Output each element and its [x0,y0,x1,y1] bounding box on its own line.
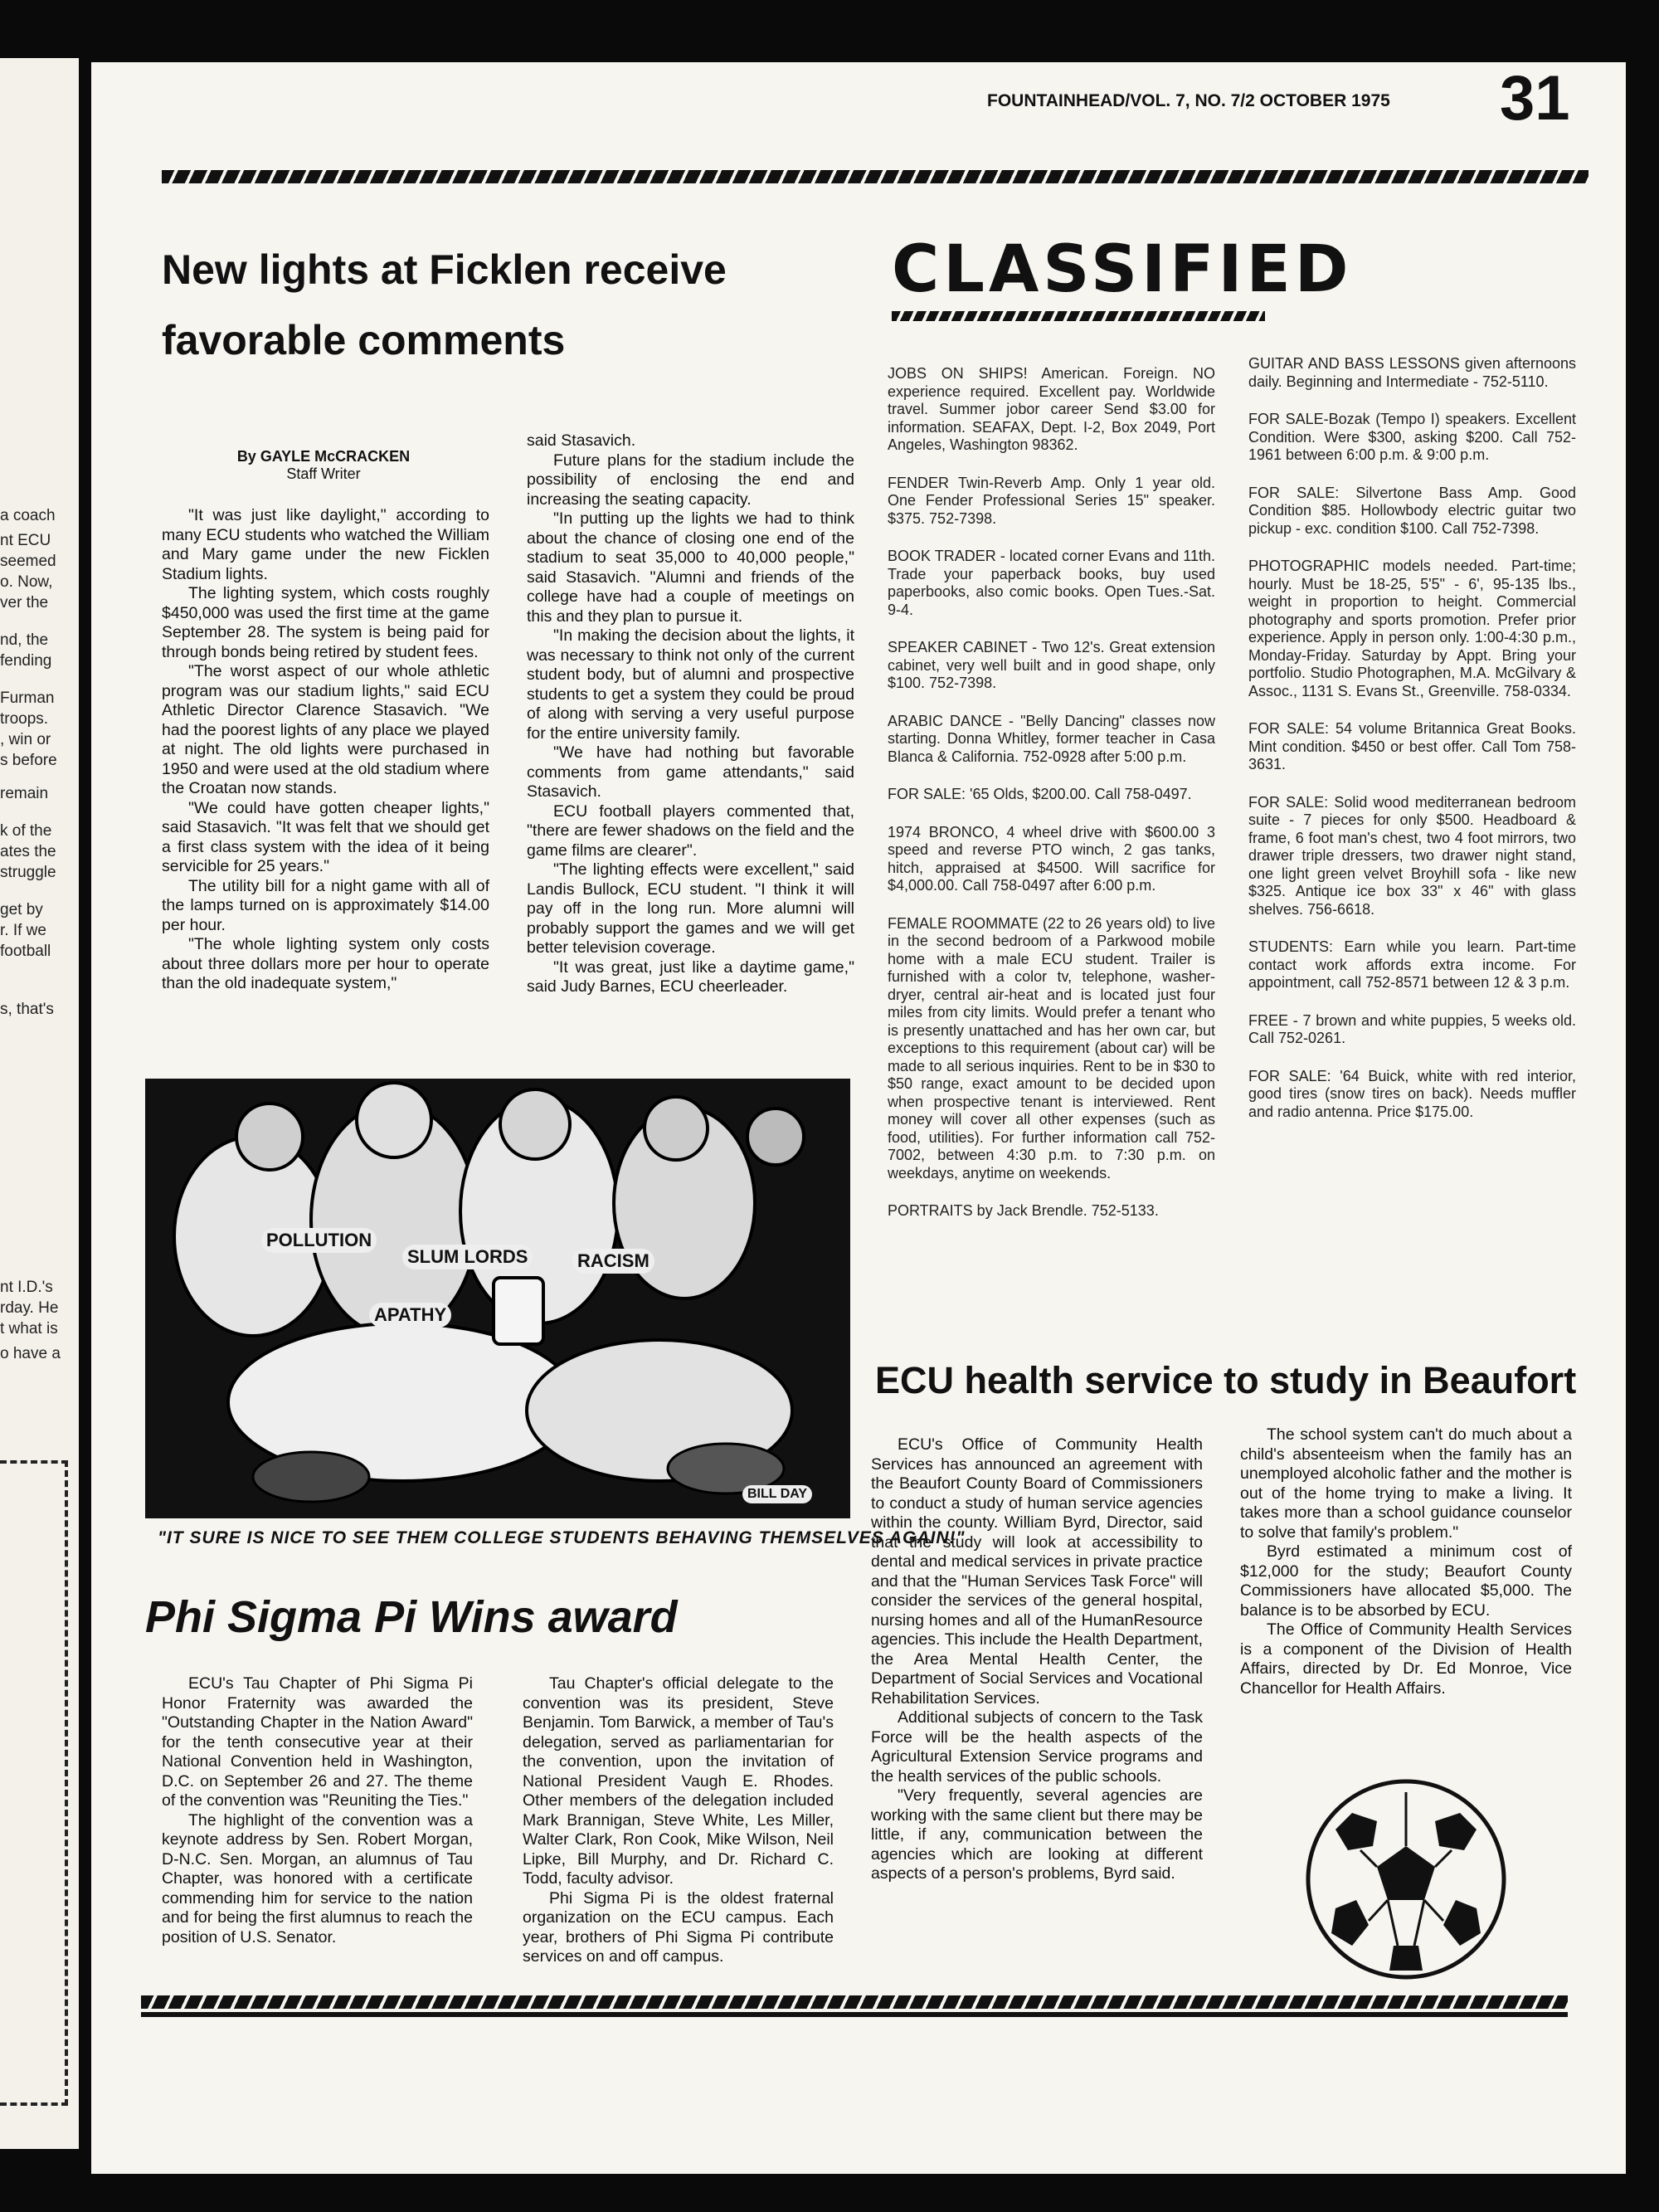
lights-col2-lead: said Stasavich. [527,431,636,450]
byline [182,448,465,483]
classified-ad: FEMALE ROOMMATE (22 to 26 years old) to live in the second bedroom of a Parkwood mobile home with a male ECU student. Trailer is furnished with a color tv, telephone, washer-dryer, central air-heat and is located just four miles from city limits. Would prefer a tenant who is presently unattached and has her own car, but exceptions to this requirement (about car) will be made to all serious inquiries. Rent to be in $30 to $50 range, exact amount to be decided upon when prospective tenant is interviewed. Rent money will cover all other expenses (such as food, utilities). For further information call 752-7002, between 4:30 p.m. to 7:30 p.m. on weekdays, anytime on weekends. [888,914,1215,1182]
phi-paragraph: Tau Chapter's official delegate to the convention was its president, Steve Benjamin. Tom Barwick, a member of Tau's delegation, served as parliamentarian for the convention, upon the invitation of National President Vaugh E. Rhodes. Other members of the delegation included Mark Brannigan, Steve White, Les Miller, Walter Clark, Ron Cook, Mike Wilson, Neil Lipke, Bill Murphy, and Dr. Richard C. Todd, faculty advisor. [523,1674,834,1888]
soccer-ball-illustration [1302,1776,1510,1983]
health-paragraph: The Office of Community Health Services is a component of the Division of Health Affairs, directed by Dr. Ed Monroe, Vice Chancellor for Health Affairs. [1240,1620,1572,1698]
prev-page-fragment: o have a [0,1345,61,1362]
classified-column-2 [1248,355,1576,1141]
lights-paragraph: "It was just like daylight," according to many ECU students who watched the William and Mary game under the new Ficklen Stadium lights. [162,506,489,583]
cartoon-caption: "IT SURE IS NICE TO SEE THEM COLLEGE STUDENTS BEHAVING THEMSELVES AGAIN!" [158,1528,966,1547]
lights-paragraph: Future plans for the stadium include the possibility of enclosing the end and increasing the seating capacity. [527,451,854,509]
classified-column-1 [888,365,1215,1240]
phi-paragraph: The highlight of the convention was a keynote address by Sen. Robert Morgan, D-N.C. Sen. Morgan, an alumnus of Tau Chapter, was honored with a certificate commending him for service to the nation and for being the first alumnus to reach the position of U.S. Senator. [162,1810,473,1946]
prev-page-fragment: t what is [0,1320,58,1337]
phi-column-2 [523,1674,834,1967]
cartoon-label-racism: RACISM [572,1249,654,1274]
classified-ad: GUITAR AND BASS LESSONS given afternoons daily. Beginning and Intermediate - 752-5110. [1248,355,1576,390]
prev-page-fragment: troops. [0,710,49,728]
prev-page-fragment: k of the [0,822,52,840]
lights-headline-1: New lights at Ficklen receive [162,246,727,293]
cartoon-label-pollution: POLLUTION [261,1228,377,1253]
classified-ad: PHOTOGRAPHIC models needed. Part-time; hourly. Must be 18-25, 5'5" - 6', 95-135 lbs., weight in proportion to height. Commercial photography and sports promotion. Prefer prior experience. Apply in person only. 1:00-4:30 p.m., Monday-Friday. Saturday by Appt. Bring your portfolio. Studio Photographen, M.A. McGilvary & Assoc., 1131 S. Evans St., Greenville. 758-0334. [1248,558,1576,699]
health-paragraph: The school system can't do much about a child's absenteeism when the family has an unemployed alcoholic father and the mother is out of the home trying to make a living. It takes more than a school guidance counselor to solve that family's problem." [1240,1425,1572,1542]
classified-ad: FOR SALE: Solid wood mediterranean bedroom suite - 7 pieces for only $500. Headboard & frame, 6 foot man's chest, two 4 foot mirrors, two drawer triple dressers, two drawer night stand, one light green velvet Broyhill sofa - like new $325. Antique ice box 33" x 46" with glass shelves. 756-6618. [1248,793,1576,918]
prev-page-fragment: remain [0,785,49,802]
prev-page-fragment: , win or [0,731,51,748]
prev-page-fragment: ates the [0,843,56,860]
classified-ad: FREE - 7 brown and white puppies, 5 weeks old. Call 752-0261. [1248,1011,1576,1046]
cartoon-drawing [145,1079,850,1518]
prev-page-fragment: s, that's [0,1001,54,1018]
health-paragraph: Byrd estimated a minimum cost of $12,000 for the study; Beaufort County Commissioners have allocated $5,000. The balance is to be absorbed by ECU. [1240,1542,1572,1620]
classified-ad: FENDER Twin-Reverb Amp. Only 1 year old. One Fender Professional Series 15" speaker. $375. 752-7398. [888,474,1215,527]
phi-paragraph: ECU's Tau Chapter of Phi Sigma Pi Honor Fraternity was awarded the "Outstanding Chapter in the Nation Award" for the tenth consecutive year at their National Convention held in Washington, D.C. on September 26 and 27. The theme of the convention was "Reuniting the Ties." [162,1674,473,1810]
lights-paragraph: "The whole lighting system only costs about three dollars more per hour to operate than the old inadequate system," [162,935,489,992]
lights-paragraph: "We have had nothing but favorable comments from game attendants," said Stasavich. [527,743,854,801]
classified-ad: FOR SALE: 54 volume Britannica Great Books. Mint condition. $450 or best offer. Call Tom 758-3631. [1248,720,1576,772]
prev-page-fragment: Furman [0,689,55,707]
prev-page-fragment: rday. He [0,1299,59,1317]
lights-paragraph: The utility bill for a night game with all of the lamps turned on is approximately $14.00 per hour. [162,876,489,934]
classified-ad: FOR SALE-Bozak (Tempo I) speakers. Excellent Condition. Were $300, asking $200. Call 752-1961 between 6:00 p.m. & 9:00 p.m. [1248,411,1576,463]
classified-ad: FOR SALE: '65 Olds, $200.00. Call 758-0497. [888,786,1192,802]
lights-column-1 [162,506,489,994]
classified-ad: FOR SALE: Silvertone Bass Amp. Good Condition $85. Hollowbody electric guitar two pickup - exc. condition $100. Call 752-7398. [1248,484,1576,537]
prev-page-fragment: nt I.D.'s [0,1279,53,1296]
classified-ad: ARABIC DANCE - "Belly Dancing" classes now starting. Donna Whitley, former teacher in Casa Blanca & California. 752-0928 after 5:00 p.m. [888,712,1215,765]
prev-page-fragment: r. If we [0,922,46,939]
page-number: 31 [1500,63,1570,134]
health-column-1 [871,1435,1203,1884]
prev-page-fragment: football [0,943,51,960]
health-headline: ECU health service to study in Beaufort [875,1359,1577,1401]
lights-column-2 [527,431,854,997]
classified-ad: FOR SALE: '64 Buick, white with red interior, good tires (snow tires on back). Needs muffler and radio antenna. Price $175.00. [1248,1067,1576,1120]
prev-page-fragment: o. Now, [0,573,53,591]
lights-paragraph: ECU football players commented that, "there are fewer shadows on the field and the game films are clearer". [527,801,854,860]
byline-name: By GAYLE McCRACKEN [236,448,411,465]
top-rule [162,170,1588,183]
masthead: FOUNTAINHEAD/VOL. 7, NO. 7/2 OCTOBER 1975 [987,91,1390,110]
prev-page-fragment: get by [0,901,43,918]
classified-ad: STUDENTS: Earn while you learn. Part-time contact work affords extra income. For appointment, call 752-8571 between 12 & 3 p.m. [1248,938,1576,991]
classified-ad: SPEAKER CABINET - Two 12's. Great extension cabinet, very well built and in good shape, only $100. 752-7398. [888,639,1215,691]
prev-page-fragment: seemed [0,553,56,570]
prev-page-fragment: s before [0,752,57,769]
prev-page-fragment: ver the [0,594,49,611]
lights-paragraph: "It was great, just like a daytime game," said Judy Barnes, ECU cheerleader. [527,957,854,996]
phi-paragraph: Phi Sigma Pi is the oldest fraternal organization on the ECU campus. Each year, brothers of Phi Sigma Pi contribute services on and off campus. [523,1888,834,1966]
previous-page-edge [0,58,79,2149]
health-column-2 [1240,1425,1572,1698]
prev-page-fragment: struggle [0,864,56,881]
lights-headline-2: favorable comments [162,317,566,363]
classified-ad: BOOK TRADER - located corner Evans and 11th. Trade your paperback books, buy used paperbooks, also comic books. Open Tues.-Sat. 9-4. [888,548,1215,618]
health-paragraph: ECU's Office of Community Health Services has announced an agreement with the Beaufort County Board of Commissioners to conduct a study of human service agencies within the county. William Byrd, Director, said that the study will look at accessibility to dental and medical services in private practice and that the "Human Services Task Force" will consider the services of the general hospital, nursing homes and all of the HumanResource agencies. This include the Health Department, the Area Mental Health Center, the Department of Social Services and Vocational Rehabilitation Services. [871,1435,1203,1708]
lights-paragraph: "The lighting effects were excellent," said Landis Bullock, ECU student. "I think it will pay off in the long run. More alumni will probably support the games and we will get better television coverage. [527,860,854,957]
lights-paragraph: "In putting up the lights we had to think about the chance of closing one end of the stadium to seat 35,000 to 40,000 people," said Stasavich. "Alumni and friends of the college have had a couple of meetings on this and they plan to pursue it. [527,509,854,626]
bottom-rule-solid [141,2012,1568,2017]
phi-column-1 [162,1674,473,1947]
cartoon-label-slum-lords: SLUM LORDS [402,1245,533,1269]
lights-paragraph: The lighting system, which costs roughly $450,000 was used the first time at the game September 28. The system is being paid for through bonds being retired by student fees. [162,584,489,661]
byline-title: Staff Writer [286,465,361,482]
prev-page-fragment: fending [0,652,52,670]
bottom-rule [141,1995,1568,2009]
classified-ad: JOBS ON SHIPS! American. Foreign. NO experience required. Excellent pay. Worldwide travel. Summer jobor career Send $3.00 for information. SEAFAX, Dept. I-2, Box 2049, Port Angeles, Washington 98362. [888,365,1215,453]
prev-page-fragment: nt ECU [0,532,51,549]
cartoon-label-apathy: APATHY [369,1303,451,1328]
ad-box-border [0,1460,68,2106]
classified-title: CLASSIFIED [892,232,1353,307]
classified-rule [892,311,1265,321]
lights-paragraph: "We could have gotten cheaper lights," said Stasavich. "It was felt that we should get a first class system with the idea of it being servicible for 25 years." [162,798,489,875]
prev-page-fragment: a coach [0,507,56,524]
cartoon-signature: BILL DAY [742,1485,812,1503]
editorial-cartoon [145,1079,850,1518]
phi-headline: Phi Sigma Pi Wins award [145,1592,678,1642]
lights-paragraph: "The worst aspect of our whole athletic program was our stadium lights," said ECU Athletic Director Clarence Stasavich. "We had the poorest lights of any place we played at night. The old lights were purchased in 1950 and were used at the old stadium where the Croatan now stands. [162,662,489,797]
health-paragraph: "Very frequently, several agencies are working with the same client but there may be little, if any, communication between the agencies which are looking at different aspects of a person's problems, Byrd said. [871,1786,1203,1883]
classified-ad: 1974 BRONCO, 4 wheel drive with $600.00 3 speed and reverse PTO winch, 2 gas tanks, hitch, appraised at $4500. Will sacrifice for $4,000.00. Call 758-0497 after 6:00 p.m. [888,823,1215,894]
classified-ad: PORTRAITS by Jack Brendle. 752-5133. [888,1202,1159,1219]
health-paragraph: Additional subjects of concern to the Task Force will be the health aspects of the Agricultural Extension Service programs and the health services of the public schools. [871,1708,1203,1786]
prev-page-fragment: nd, the [0,631,49,649]
lights-paragraph: "In making the decision about the lights, it was necessary to think not only of the current student body, but of alumni and prospective students to get a system they could be proud of along with serving a very useful purpose for the entire university family. [527,626,854,743]
